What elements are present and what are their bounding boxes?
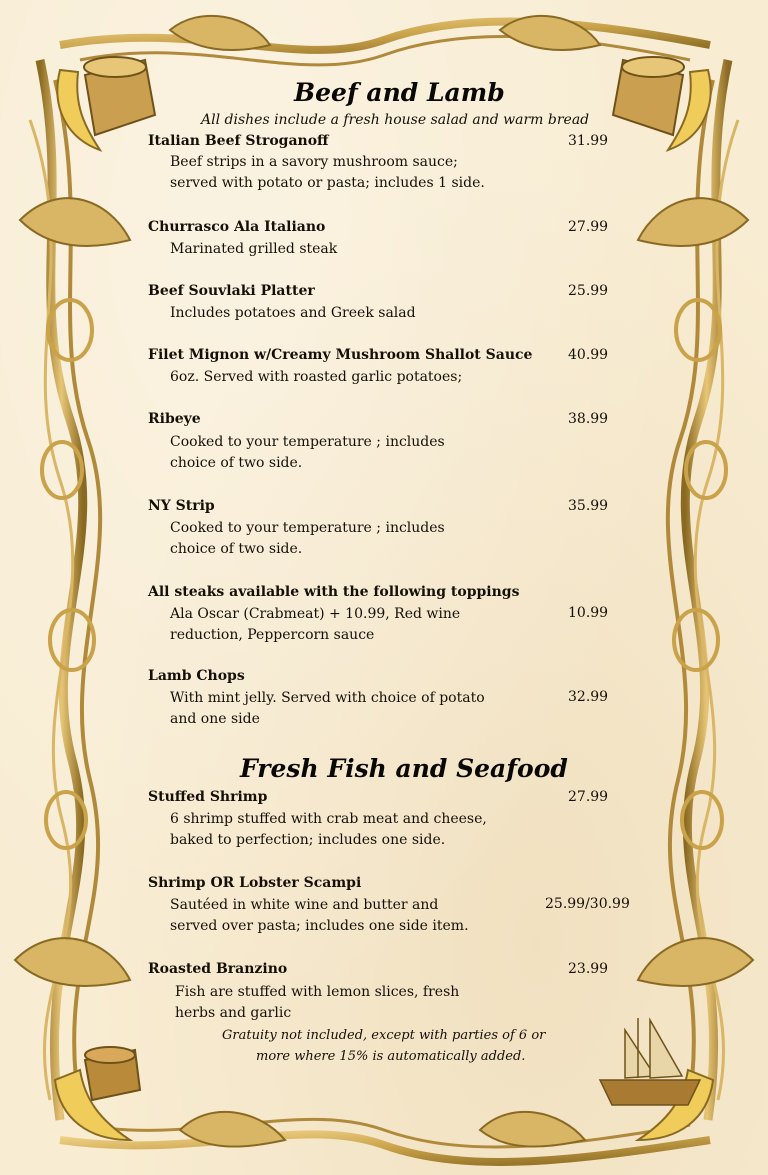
description-line: reduction, Peppercorn sauce (170, 627, 375, 643)
description-line: Sautéed in white wine and butter and (170, 897, 439, 913)
description-line: Ala Oscar (Crabmeat) + 10.99, Red wine (170, 606, 461, 622)
dish-description (170, 432, 445, 474)
description-line: Includes potatoes and Greek salad (170, 305, 416, 321)
description-line: baked to perfection; includes one side. (170, 832, 446, 848)
dish-price: 38.99 (568, 411, 609, 427)
dish-name: Ribeye (148, 411, 201, 427)
description-line: herbs and garlic (175, 1005, 292, 1021)
dish-price: 23.99 (568, 961, 609, 977)
description-line: 6oz. Served with roasted garlic potatoes; (170, 369, 463, 385)
description-line: Cooked to your temperature ; includes (170, 520, 445, 536)
dish-price: 31.99 (568, 133, 609, 149)
description-line: choice of two side. (170, 455, 303, 471)
dish-description (170, 367, 462, 388)
section-title-beef-and-lamb: Beef and Lamb (294, 78, 505, 107)
dish-description (170, 239, 337, 260)
dish-price: 27.99 (568, 789, 609, 805)
description-line: choice of two side. (170, 541, 303, 557)
dish-name: Beef Souvlaki Platter (148, 283, 315, 299)
dish-description (170, 895, 469, 937)
section-subtitle: All dishes include a fresh house salad and warm bread (201, 112, 590, 128)
dish-description (170, 809, 487, 851)
description-line: and one side (170, 711, 260, 727)
dish-price: 10.99 (568, 605, 609, 621)
dish-description (170, 688, 485, 730)
section-title-fresh-fish-and-seafood: Fresh Fish and Seafood (240, 754, 568, 783)
dish-description (170, 303, 416, 324)
description-line: served with potato or pasta; includes 1 side. (170, 175, 485, 191)
dish-name: Italian Beef Stroganoff (148, 133, 329, 149)
description-line: Marinated grilled steak (170, 241, 338, 257)
dish-name: Churrasco Ala Italiano (148, 219, 326, 235)
description-line: Cooked to your temperature ; includes (170, 434, 445, 450)
dish-name: Roasted Branzino (148, 961, 288, 977)
gratuity-note (222, 1025, 545, 1067)
dish-price: 32.99 (568, 689, 609, 705)
description-line: With mint jelly. Served with choice of potato (170, 690, 485, 706)
dish-name: All steaks available with the following toppings (148, 584, 520, 600)
dish-description (175, 982, 459, 1024)
dish-name: Lamb Chops (148, 668, 245, 684)
dish-description (170, 152, 485, 194)
description-line: Fish are stuffed with lemon slices, fresh (175, 984, 460, 1000)
dish-price: 35.99 (568, 498, 609, 514)
gratuity-note-line: Gratuity not included, except with parties of 6 or (222, 1028, 546, 1043)
dish-price: 40.99 (568, 347, 609, 363)
dish-description (170, 604, 460, 646)
gratuity-note-line: more where 15% is automatically added. (256, 1049, 526, 1064)
dish-price: 25.99/30.99 (545, 896, 630, 912)
dish-price: 25.99 (568, 283, 609, 299)
dish-name: Shrimp OR Lobster Scampi (148, 875, 362, 891)
dish-name: Stuffed Shrimp (148, 789, 268, 805)
dish-name: NY Strip (148, 498, 215, 514)
description-line: 6 shrimp stuffed with crab meat and cheese, (170, 811, 487, 827)
dish-price: 27.99 (568, 219, 609, 235)
description-line: Beef strips in a savory mushroom sauce; (170, 154, 458, 170)
dish-description (170, 518, 445, 560)
description-line: served over pasta; includes one side item. (170, 918, 469, 934)
dish-name: Filet Mignon w/Creamy Mushroom Shallot Sauce (148, 347, 533, 363)
